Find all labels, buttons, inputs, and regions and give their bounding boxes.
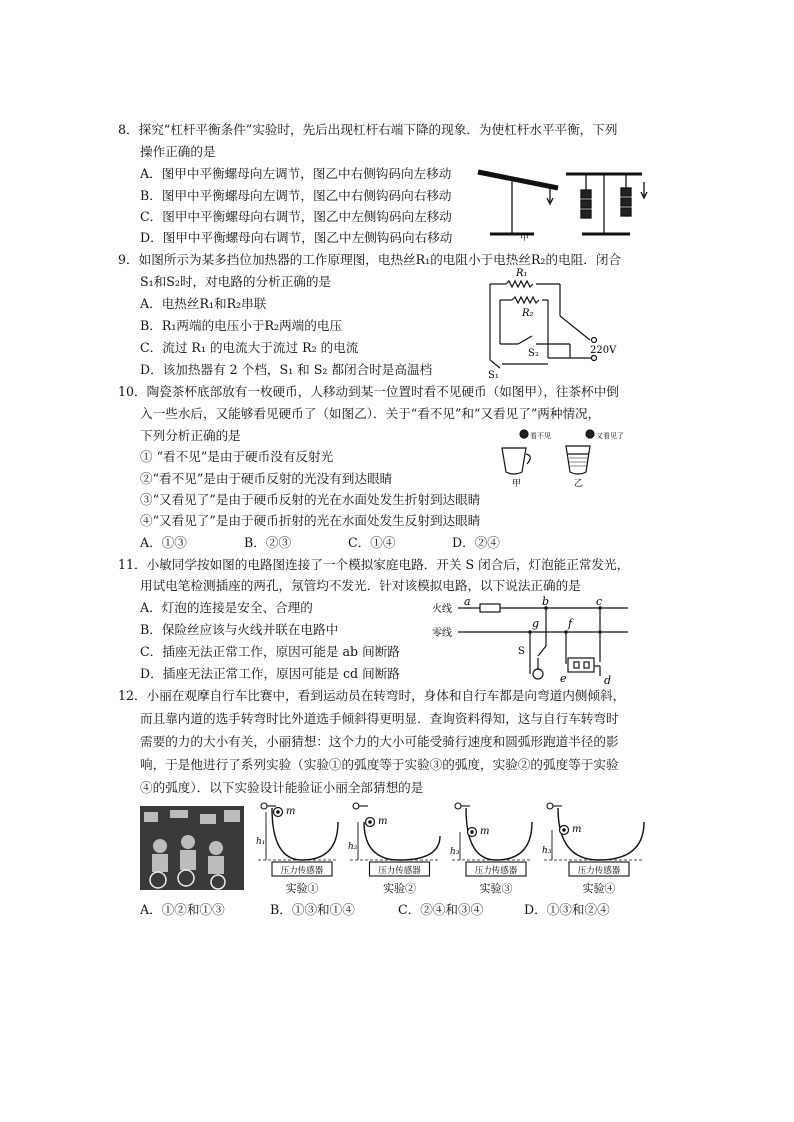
q12-stem-line2: 而且靠内道的选手转弯时比外道选手倾斜得更明显．查询资料得知，这与自行车转弯时	[140, 711, 619, 726]
s2-switch	[518, 336, 532, 344]
q10-stem-line3: 下列分析正确的是	[140, 428, 241, 443]
point-e: e	[560, 672, 567, 685]
q10-option-a: A．①③	[140, 535, 187, 550]
q12-stem-line1: 12．小丽在观摩自行车比赛中，看到运动员在转弯时，身体和自行车都是向弯道内侧倾斜，	[118, 688, 626, 703]
q8-option-b: B．图甲中平衡螺母向左调节，图乙中右侧钩码向右移动	[140, 188, 452, 203]
fig-yi-label: 乙	[574, 479, 584, 488]
q10-stem-line2: 入一些水后，又能够看见硬币了（如图乙）．关于“看不见”和“又看见了”两种情况，	[140, 406, 601, 421]
pin-icon	[261, 803, 267, 809]
point-c: c	[596, 595, 603, 608]
cycling-race-photo	[140, 806, 244, 890]
pressure-sensor-label: 压力传感器	[474, 866, 518, 876]
q10-stem-line1: 10．陶瓷茶杯底部放有一枚硬币，人移动到某一位置时看不见硬币（如图甲），往茶杯中倒	[118, 384, 619, 399]
zero-wire-label: 零线	[432, 628, 452, 639]
q11-stem-line1: 11．小敏同学按如图的电路图连接了一个模拟家庭电路．开关 S 闭合后，灯泡能正常发光，	[118, 557, 630, 572]
lever-yi	[566, 174, 647, 234]
q11-option-a: A．灯泡的连接是安全、合理的	[140, 600, 313, 615]
point-d: d	[604, 674, 612, 686]
mass-label: m	[572, 824, 582, 835]
cup-coin-figure	[494, 426, 624, 488]
ball-center	[368, 820, 372, 824]
home-circuit-figure	[432, 594, 632, 686]
pin-icon	[353, 803, 359, 809]
q8-option-a: A．图甲中平衡螺母向左调节，图乙中右侧钩码向左移动	[140, 166, 452, 181]
ball-center	[470, 830, 474, 834]
q12-option-a: A．①②和①③	[140, 902, 225, 917]
experiment-label: 实验①	[285, 882, 319, 895]
s1-switch	[490, 360, 500, 368]
point-f: f	[568, 617, 573, 630]
q10-option-d: D．②④	[452, 535, 500, 550]
point-a: a	[464, 595, 471, 608]
q8-stem-line1: 8．探究“杠杆平衡条件”实验时，先后出现杠杆右端下降的现象．为使杠杆水平平衡，下列	[118, 122, 618, 137]
lamp-icon	[533, 669, 543, 679]
pressure-sensor-label: 压力传感器	[378, 866, 421, 876]
eye2-label: 又看见了	[596, 432, 624, 440]
curved-track	[272, 808, 338, 860]
socket	[568, 658, 594, 672]
q9-option-b: B．R₁两端的电压小于R₂两端的电压	[140, 318, 343, 333]
r1-resistor	[506, 281, 533, 287]
heater-circuit-figure	[470, 264, 640, 382]
switch-s-label: S	[518, 646, 525, 657]
switch-s	[538, 646, 546, 656]
lever-jia-label: 甲	[520, 233, 530, 242]
q10-statement-3: ③“又看见了”是由于硬币反射的光在水面处发生折射到达眼睛	[140, 492, 481, 507]
q12-option-b: B．①③和①④	[270, 902, 355, 917]
ball-center	[276, 810, 280, 814]
point-b: b	[542, 595, 550, 608]
experiment-label: 实验②	[383, 882, 416, 895]
r2-resistor	[512, 297, 539, 303]
q11-option-c: C．插座无法正常工作，原因可能是 ab 间断路	[140, 644, 400, 659]
s2-label: S₂	[528, 348, 539, 359]
q12-option-d: D．①③和②④	[524, 902, 610, 917]
pin-icon	[547, 803, 553, 809]
pressure-sensor-label: 压力传感器	[280, 866, 324, 876]
q8-option-d: D．图甲中平衡螺母向右调节，图乙中左侧钩码向右移动	[140, 230, 453, 245]
q8-option-c: C．图甲中平衡螺母向右调节，图乙中左侧钩码向左移动	[140, 209, 452, 224]
r2-label: R₂	[522, 308, 534, 319]
curved-track	[364, 822, 440, 860]
q12-stem-line5: ④的弧度）．以下实验设计能验证小丽全部猜想的是	[140, 780, 424, 795]
q9-stem-line2: S₁和S₂时，对电路的分析正确的是	[140, 274, 332, 289]
height-label: h₃	[542, 846, 552, 856]
cup-jia	[502, 448, 526, 474]
point-g: g	[532, 617, 540, 630]
voltage-label: 220V	[590, 345, 617, 356]
q10-option-b: B．②③	[244, 535, 292, 550]
pin-icon	[455, 803, 461, 809]
pressure-sensor-label: 压力传感器	[577, 866, 621, 876]
q10-statement-4: ④“又看见了”是由于硬币折射的光在水面处发生反射到达眼睛	[140, 513, 481, 528]
fuse	[480, 604, 500, 612]
lever-figure	[470, 160, 670, 242]
q11-option-d: D．插座无法正常工作，原因可能是 cd 间断路	[140, 666, 400, 681]
q12-option-c: C．②④和③④	[398, 902, 484, 917]
curved-track	[558, 808, 644, 860]
ball-center	[562, 828, 566, 832]
eye1-label: 看不见	[530, 432, 551, 440]
q9-option-c: C．流过 R₁ 的电流大于流过 R₂ 的电流	[140, 340, 359, 355]
q12-stem-line3: 需要的力的大小有关，小丽猜想：这个力的大小可能受骑行速度和圆弧形跑道半径的影	[140, 734, 619, 749]
eye-icon-1	[520, 430, 528, 438]
q10-statement-2: ②“看不见”是由于硬币反射的光没有到达眼睛	[140, 471, 393, 486]
q9-option-d: D．该加热器有 2 个档，S₁ 和 S₂ 都闭合时是高温档	[140, 362, 433, 377]
height-label: h₂	[348, 842, 358, 852]
r1-label: R₁	[516, 268, 528, 279]
q11-option-b: B．保险丝应该与火线并联在电路中	[140, 622, 339, 637]
s1-label: S₁	[488, 370, 499, 381]
q11-stem-line2: 用试电笔检测插座的两孔，氖管均不发光．针对该模拟电路，以下说法正确的是	[140, 578, 581, 593]
q12-stem-line4: 响，于是他进行了系列实验（实验①的弧度等于实验③的弧度，实验②的弧度等于实验	[140, 757, 619, 772]
q9-stem-line1: 9．如图所示为某多挡位加热器的工作原理图，电热丝R₁的电阻小于电热丝R₂的电阻．闭合	[118, 252, 622, 267]
q8-stem-line2: 操作正确的是	[140, 144, 216, 159]
q10-statement-1: ① “看不见”是由于硬币没有反射光	[140, 449, 334, 464]
q9-option-a: A．电热丝R₁和R₂串联	[140, 296, 267, 311]
experiment-label: 实验④	[582, 882, 616, 895]
eye-icon-2	[586, 430, 594, 438]
lever-jia	[478, 172, 558, 234]
height-label: h₁	[256, 837, 266, 847]
mass-label: m	[378, 816, 388, 827]
height-label: h₃	[450, 847, 460, 857]
cup-yi	[566, 446, 590, 474]
mass-label: m	[286, 806, 296, 817]
ramp-experiments-figure	[254, 800, 654, 900]
mass-label: m	[480, 826, 490, 837]
fire-wire-label: 火线	[432, 604, 452, 615]
experiment-label: 实验③	[479, 882, 513, 895]
fig-jia-label: 甲	[512, 479, 522, 488]
q10-option-c: C．①④	[348, 535, 396, 550]
